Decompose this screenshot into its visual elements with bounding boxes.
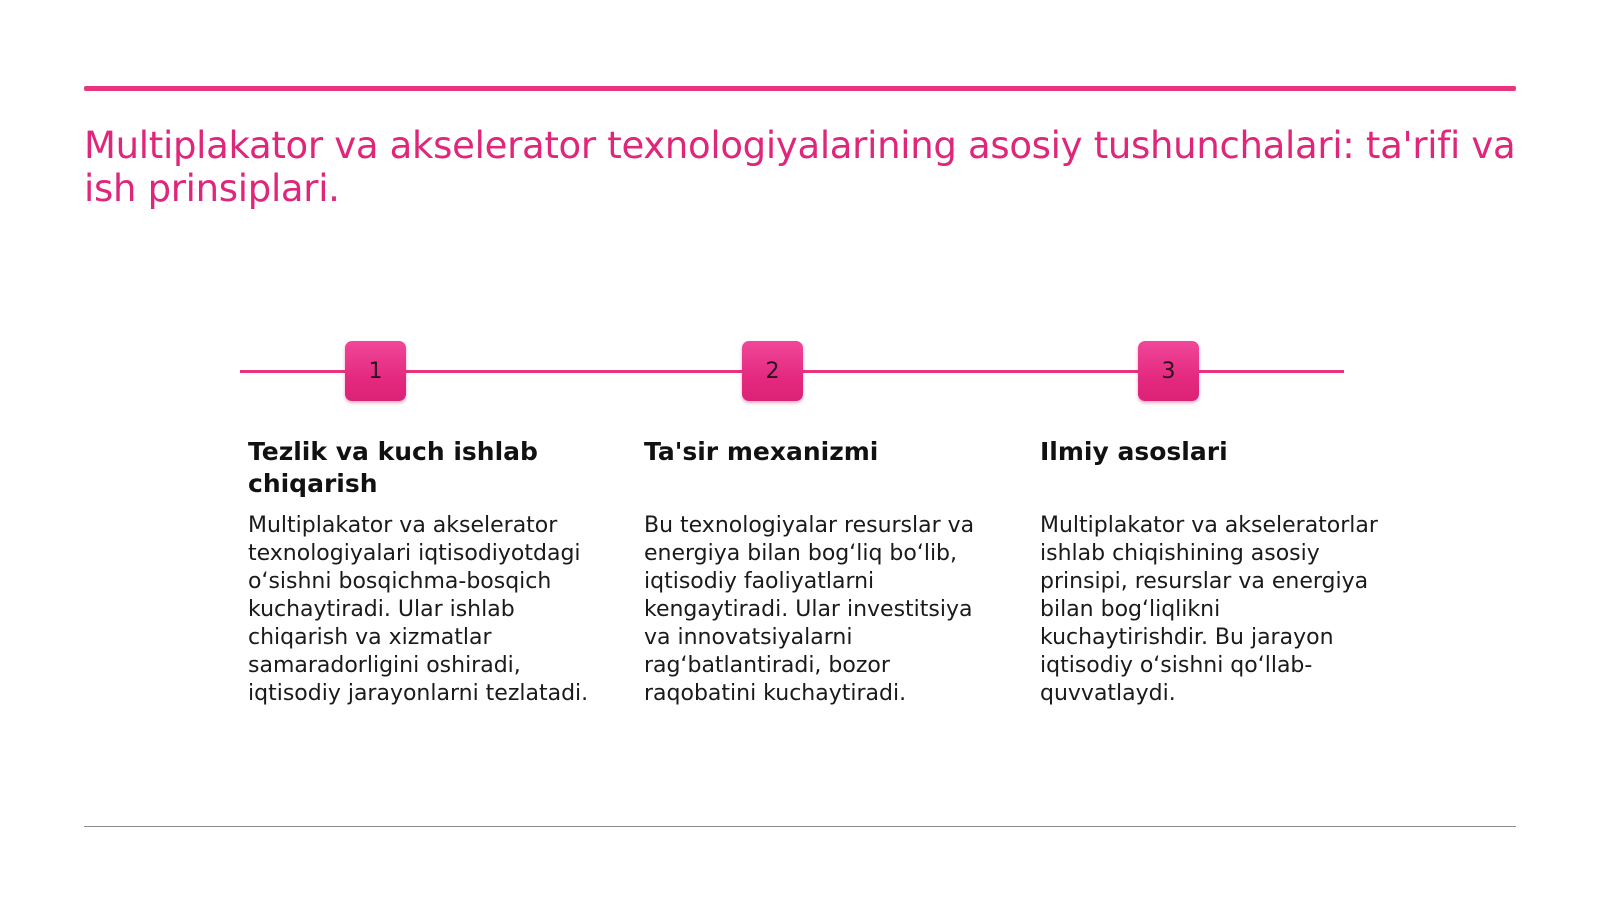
step-card-2: [644, 436, 996, 708]
bottom-divider: [84, 826, 1516, 827]
step-card-3: [1040, 436, 1392, 708]
slide-title: Multiplakator va akselerator texnologiyalarining asosiy tushunchalari: ta'rifi va ish prinsiplari.: [84, 124, 1516, 210]
step-badge-1: 1: [345, 341, 406, 401]
step-badge-2: 2: [742, 341, 803, 401]
step-body-3: Multiplakator va akseleratorlar ishlab chiqishining asosiy prinsipi, resurslar va energiya bilan bog‘liqlikni kuchaytirishdir. Bu jarayon iqtisodiy o‘sishni qo‘llab-quvvatlaydi.: [1040, 513, 1378, 706]
step-card-1: [248, 436, 600, 708]
step-heading-1: Tezlik va kuch ishlab chiqarish: [248, 437, 538, 498]
step-heading-3: Ilmiy asoslari: [1040, 437, 1228, 466]
step-body-2: Bu texnologiyalar resurslar va energiya bilan bog‘liq bo‘lib, iqtisodiy faoliyatlarni kengaytiradi. Ular investitsiya va innovatsiyalarni rag‘batlantiradi, bozor raqobatini kuchaytiradi.: [644, 513, 975, 706]
step-heading-2: Ta'sir mexanizmi: [644, 437, 879, 466]
step-body-1: Multiplakator va akselerator texnologiyalari iqtisodiyotdagi o‘sishni bosqichma-bosqich kuchaytiradi. Ular ishlab chiqarish va xizmatlar samaradorligini oshiradi, iqtisodiy jarayonlarni tezlatadi.: [248, 513, 589, 706]
step-badge-3: 3: [1138, 341, 1199, 401]
top-accent-rule: [84, 86, 1516, 91]
